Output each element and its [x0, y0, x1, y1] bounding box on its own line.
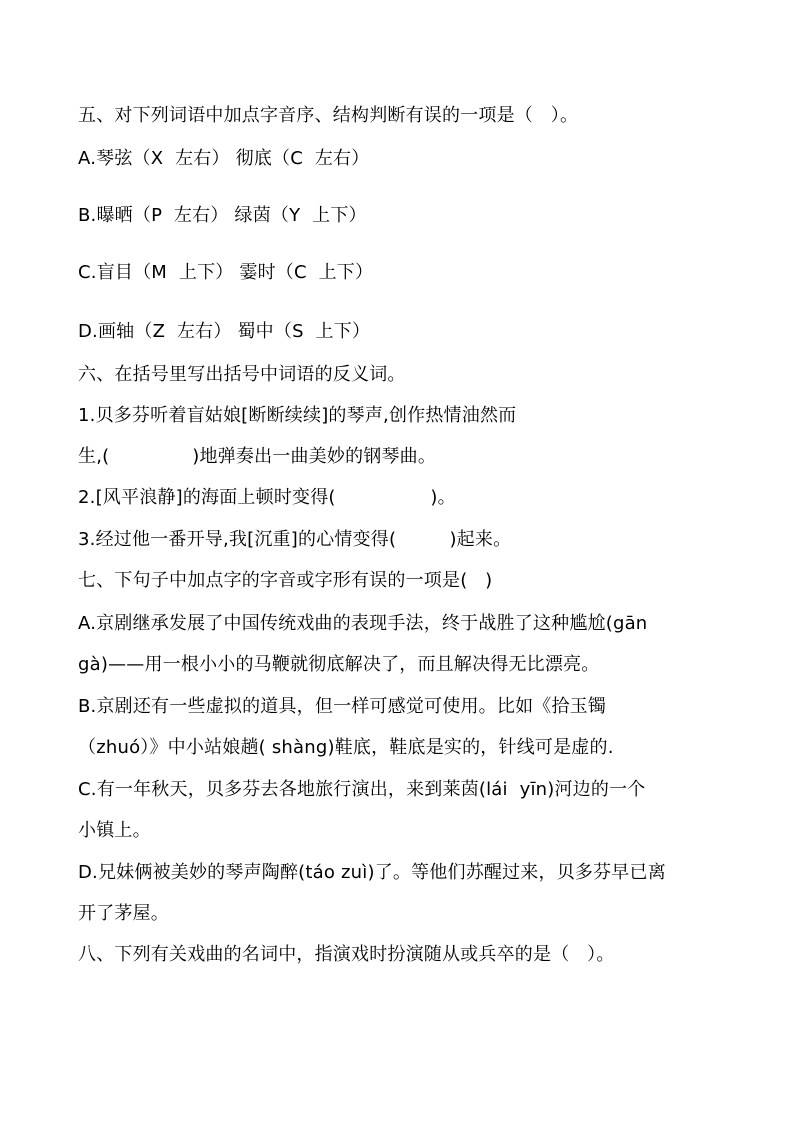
- question-6-line: 3.经过他一番开导,我[沉重]的心情变得( )起来。: [78, 529, 512, 550]
- question-7-line: （zhuó）》中小站娘趟( shàng)鞋底，鞋底是实的，针线可是虚的.: [78, 737, 614, 758]
- question-5-option-c: C.盲目（M 上下） 霎时（C 上下）: [78, 262, 374, 283]
- question-7-line: B.京剧还有一些虚拟的道具，但一样可感觉可使用。比如《拾玉镯: [78, 696, 607, 717]
- question-5-option-a: A.琴弦（X 左右） 彻底（C 左右）: [78, 148, 370, 169]
- question-6-line: 2.[风平浪静]的海面上顿时变得( )。: [78, 487, 456, 508]
- question-5-option-b: B.曝晒（P 左右） 绿茵（Y 上下）: [78, 205, 367, 226]
- question-6-line: 生,( )地弹奏出一曲美妙的钢琴曲。: [78, 446, 437, 467]
- question-7-line: A.京剧继承发展了中国传统戏曲的表现手法，终于战胜了这种尴尬(gān: [78, 613, 648, 634]
- question-7-line: gà)——用一根小小的马鞭就彻底解决了，而且解决得无比漂亮。: [78, 654, 600, 675]
- question-6-line: 1.贝多芬听着盲姑娘[断断续续]的琴声,创作热情油然而: [78, 405, 517, 426]
- question-7-title: 七、下句子中加点字的字音或字形有误的一项是( ): [78, 570, 493, 591]
- question-6-title: 六、在括号里写出括号中词语的反义词。: [78, 364, 406, 385]
- question-7-line: 开了茅屋。: [78, 903, 169, 924]
- question-7-line: C.有一年秋天，贝多芬去各地旅行演出，来到莱茵(lái yīn)河边的一个: [78, 779, 646, 800]
- question-8-title: 八、下列有关戏曲的名词中，指演戏时扮演随从或兵卒的是（ ）。: [78, 944, 615, 965]
- question-5-option-d: D.画轴（Z 左右） 蜀中（S 上下）: [78, 321, 371, 342]
- question-7-line: 小镇上。: [78, 820, 151, 841]
- question-5-title: 五、对下列词语中加点字音序、结构判断有误的一项是（ ）。: [78, 105, 579, 126]
- question-7-line: D.兄妹俩被美妙的琴声陶醉(táo zuì)了。等他们苏醒过来，贝多芬早已离: [78, 862, 666, 883]
